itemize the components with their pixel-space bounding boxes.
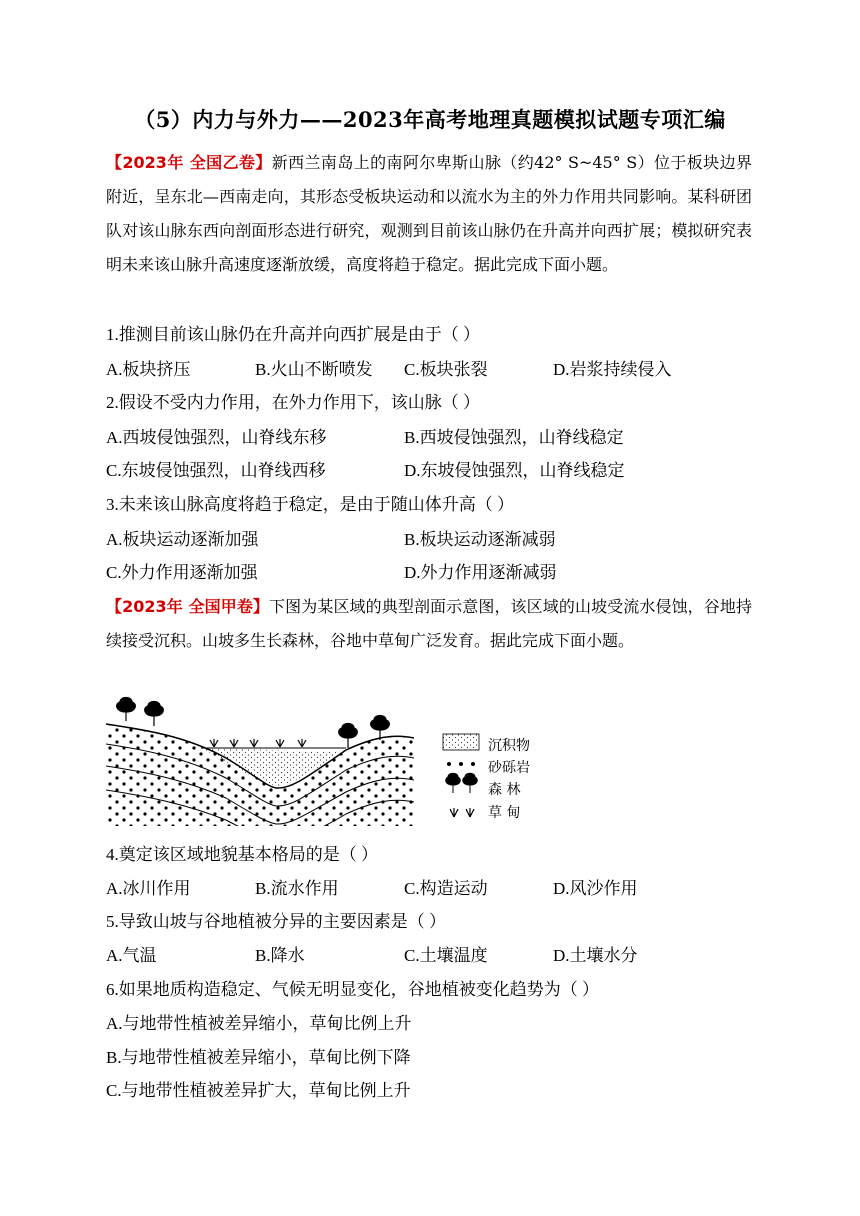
legend-sediment-swatch — [443, 734, 479, 750]
section1-source: 【2023年 全国乙卷】 — [106, 153, 272, 172]
page-title: （5）内力与外力——2023年高考地理真题模拟试题专项汇编 — [134, 107, 726, 132]
question-2-option-b: B.西坡侵蚀强烈，山脊线稳定 — [404, 428, 624, 447]
legend-label-forest: 森 林 — [488, 782, 521, 798]
section2-source: 【2023年 全国甲卷】 — [106, 597, 270, 616]
question-1-option-a: A.板块挤压 — [106, 360, 191, 379]
question-5-option-a: A.气温 — [106, 946, 157, 965]
question-2-option-a: A.西坡侵蚀强烈，山脊线东移 — [106, 428, 327, 447]
cross-section-figure — [106, 696, 546, 826]
question-6-stem: 6.如果地质构造稳定、气候无明显变化，谷地植被变化趋势为（ ） — [106, 980, 599, 999]
question-2-option-d: D.东坡侵蚀强烈，山脊线稳定 — [404, 461, 625, 480]
section1-intro — [106, 146, 752, 282]
question-1-option-d: D.岩浆持续侵入 — [553, 360, 672, 379]
forest-trees-left — [117, 698, 164, 727]
figure-legend — [443, 734, 479, 817]
section2-intro — [106, 590, 752, 658]
question-2-stem: 2.假设不受内力作用，在外力作用下，该山脉（ ） — [106, 393, 480, 412]
question-4-option-d: D.风沙作用 — [553, 879, 638, 898]
question-4-option-c: C.构造运动 — [404, 879, 488, 898]
section2-intro-text: 下图为某区域的典型剖面示意图，该区域的山坡受流水侵蚀，谷地持续接受沉积。山坡多生长森林，谷地中草甸广泛发育。据此完成下面小题。 — [106, 597, 752, 650]
question-2-option-c: C.东坡侵蚀强烈，山脊线西移 — [106, 461, 326, 480]
question-1-option-c: C.板块张裂 — [404, 360, 488, 379]
question-4-option-b: B.流水作用 — [255, 879, 339, 898]
meadow-grass — [210, 739, 306, 747]
legend-label-sediment: 沉积物 — [488, 738, 530, 754]
question-5-option-b: B.降水 — [255, 946, 305, 965]
question-5-option-d: D.土壤水分 — [553, 946, 638, 965]
question-3-option-d: D.外力作用逐渐减弱 — [404, 563, 557, 582]
question-6-option-b: B.与地带性植被差异缩小，草甸比例下降 — [106, 1048, 411, 1067]
question-3-option-b: B.板块运动逐渐减弱 — [404, 530, 556, 549]
legend-forest-swatch — [446, 773, 478, 793]
legend-label-sandstone: 砂砾岩 — [488, 760, 530, 776]
question-3-option-c: C.外力作用逐渐加强 — [106, 563, 258, 582]
cross-section-diagram — [106, 698, 414, 827]
question-1-option-b: B.火山不断喷发 — [255, 360, 373, 379]
question-3-stem: 3.未来该山脉高度将趋于稳定，是由于随山体升高（ ） — [106, 495, 514, 514]
section1-intro-text: 新西兰南岛上的南阿尔卑斯山脉（约42° S~45° S）位于板块边界附近，呈东北—西南走向，其形态受板块运动和以流水为主的外力作用共同影响。某科研团队对该山脉东西向剖面形态进行研究，观测到目前该山脉仍在升高并向西扩展；模拟研究表明未来该山脉升高速度逐渐放缓，高度将趋于稳定。据此完成下面小题。 — [106, 153, 752, 274]
legend-label-meadow: 草 甸 — [488, 805, 521, 821]
question-4-stem: 4.奠定该区域地貌基本格局的是（ ） — [106, 845, 378, 864]
legend-meadow-swatch — [450, 808, 474, 817]
question-4-option-a: A.冰川作用 — [106, 879, 191, 898]
question-5-option-c: C.土壤温度 — [404, 946, 488, 965]
question-1-stem: 1.推测目前该山脉仍在升高并向西扩展是由于（ ） — [106, 325, 480, 344]
question-6-option-c: C.与地带性植被差异扩大，草甸比例上升 — [106, 1081, 411, 1100]
legend-sandstone-swatch — [447, 762, 475, 766]
question-5-stem: 5.导致山坡与谷地植被分异的主要因素是（ ） — [106, 912, 446, 931]
question-3-option-a: A.板块运动逐渐加强 — [106, 530, 259, 549]
question-6-option-a: A.与地带性植被差异缩小，草甸比例上升 — [106, 1014, 412, 1033]
